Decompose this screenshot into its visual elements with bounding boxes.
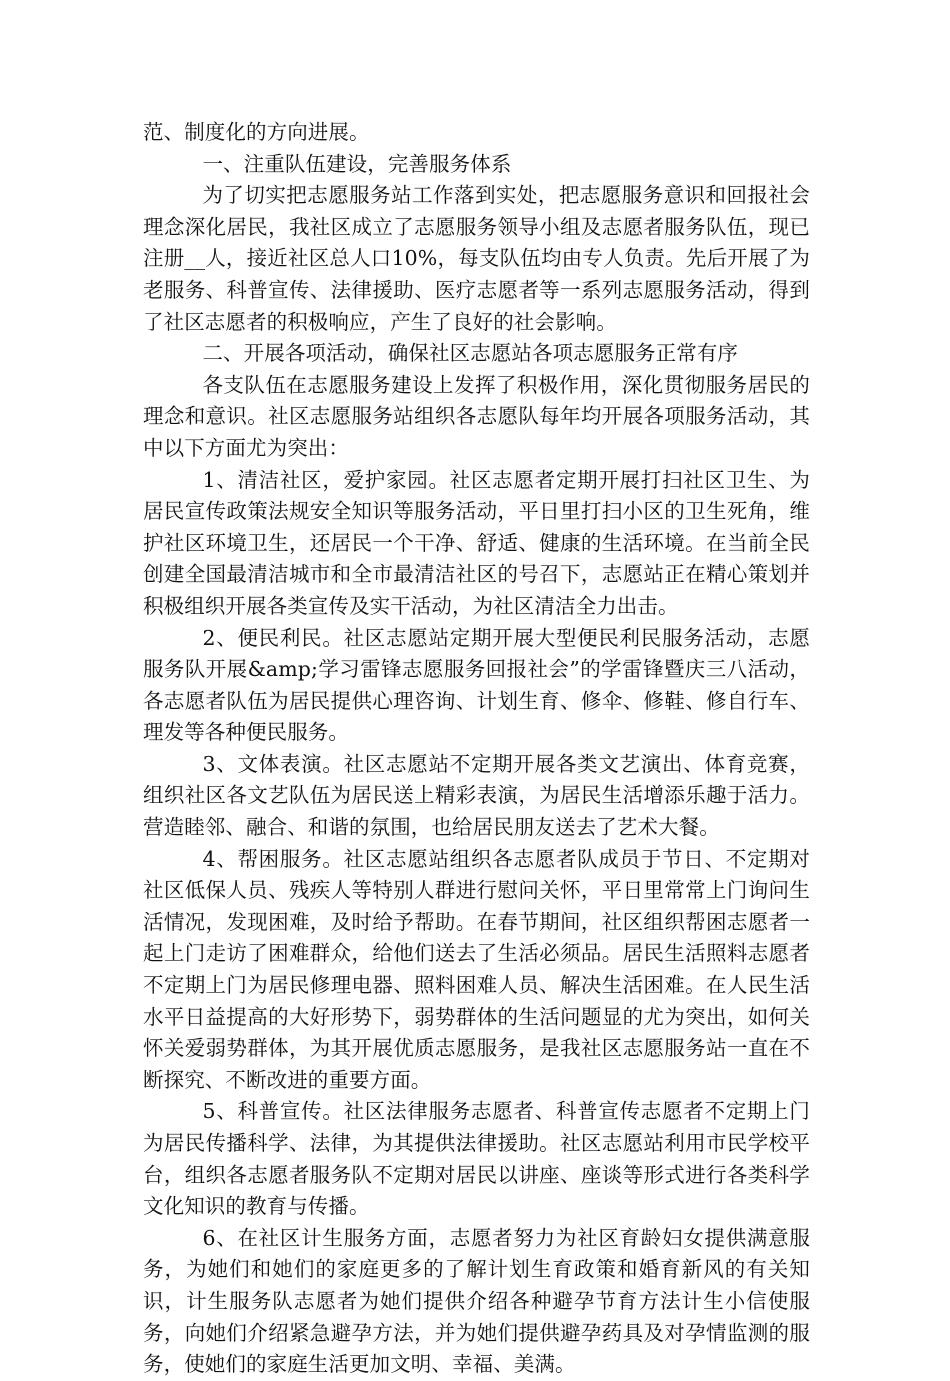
paragraph-team-building: 为了切实把志愿服务站工作落到实处，把志愿服务意识和回报社会理念深化居民，我社区成立了志愿服务领导小组及志愿者服务队伍，现已注册__人，接近社区总人口10%，每支队伍均由专人负责。先后开展了为老服务、科普宣传、法律援助、医疗志愿者等一系列志愿服务活动，得到了社区志愿者的积极响应，产生了良好的社会影响。 (143, 183, 810, 334)
document-body (143, 117, 810, 1381)
paragraph-activities-intro: 各支队伍在志愿服务建设上发挥了积极作用，深化贯彻服务居民的理念和意识。社区志愿服务站组织各志愿队每年均开展各项服务活动，其中以下方面尤为突出： (143, 372, 810, 460)
paragraph-item-2-convenience: 2、便民利民。社区志愿站定期开展大型便民利民服务活动，志愿服务队开展&amp;学习雷锋志愿服务回报社会”的学雷锋暨庆三八活动，各志愿者队伍为居民提供心理咨询、计划生育、修伞、修鞋、修自行车、理发等各种便民服务。 (143, 625, 810, 745)
paragraph-item-3-performance: 3、文体表演。社区志愿站不定期开展各类文艺演出、体育竞赛，组织社区各文艺队伍为居民送上精彩表演，为居民生活增添乐趣于活力。营造睦邻、融合、和谐的氛围，也给居民朋友送去了艺术大餐。 (143, 751, 810, 840)
section-heading-2: 二、开展各项活动，确保社区志愿站各项志愿服务正常有序 (202, 341, 739, 366)
paragraph-item-5-science: 5、科普宣传。社区法律服务志愿者、科普宣传志愿者不定期上门为居民传播科学、法律，为其提供法律援助。社区志愿站利用市民学校平台，组织各志愿者服务队不定期对居民以讲座、座谈等形式进行各类科学文化知识的教育与传播。 (143, 1099, 810, 1219)
paragraph-continuation: 范、制度化的方向进展。 (143, 120, 370, 144)
paragraph-item-6-family-planning: 6、在社区计生服务方面，志愿者努力为社区育龄妇女提供满意服务，为她们和她们的家庭更多的了解计划生育政策和婚育新风的有关知识，计生服务队志愿者为她们提供介绍各种避孕节育方法计生小信使服务，向她们介绍紧急避孕方法，并为她们提供避孕药具及对孕情监测的服务，使她们的家庭生活更加文明、幸福、美满。 (143, 1225, 810, 1377)
paragraph-item-4-assistance: 4、帮困服务。社区志愿站组织各志愿者队成员于节日、不定期对社区低保人员、残疾人等特别人群进行慰问关怀，平日里常常上门询问生活情况，发现困难，及时给予帮助。在春节期间，社区组织帮困志愿者一起上门走访了困难群众，给他们送去了生活必须品。居民生活照料志愿者不定期上门为居民修理电器、照料困难人员、解决生活困难。在人民生活水平日益提高的大好形势下，弱势群体的生活问题显的尤为突出，如何关怀关爱弱势群体，为其开展优质志愿服务，是我社区志愿服务站一直在不断探究、不断改进的重要方面。 (143, 846, 810, 1092)
paragraph-item-1-cleaning: 1、清洁社区，爱护家园。社区志愿者定期开展打扫社区卫生、为居民宣传政策法规安全知识等服务活动，平日里打扫小区的卫生死角，维护社区环境卫生，还居民一个干净、舒适、健康的生活环境。在当前全民创建全国最清洁城市和全市最清洁社区的号召下，志愿站正在精心策划并积极组织开展各类宣传及实干活动，为社区清洁全力出击。 (143, 467, 810, 618)
section-heading-1: 一、注重队伍建设，完善服务体系 (202, 151, 512, 176)
